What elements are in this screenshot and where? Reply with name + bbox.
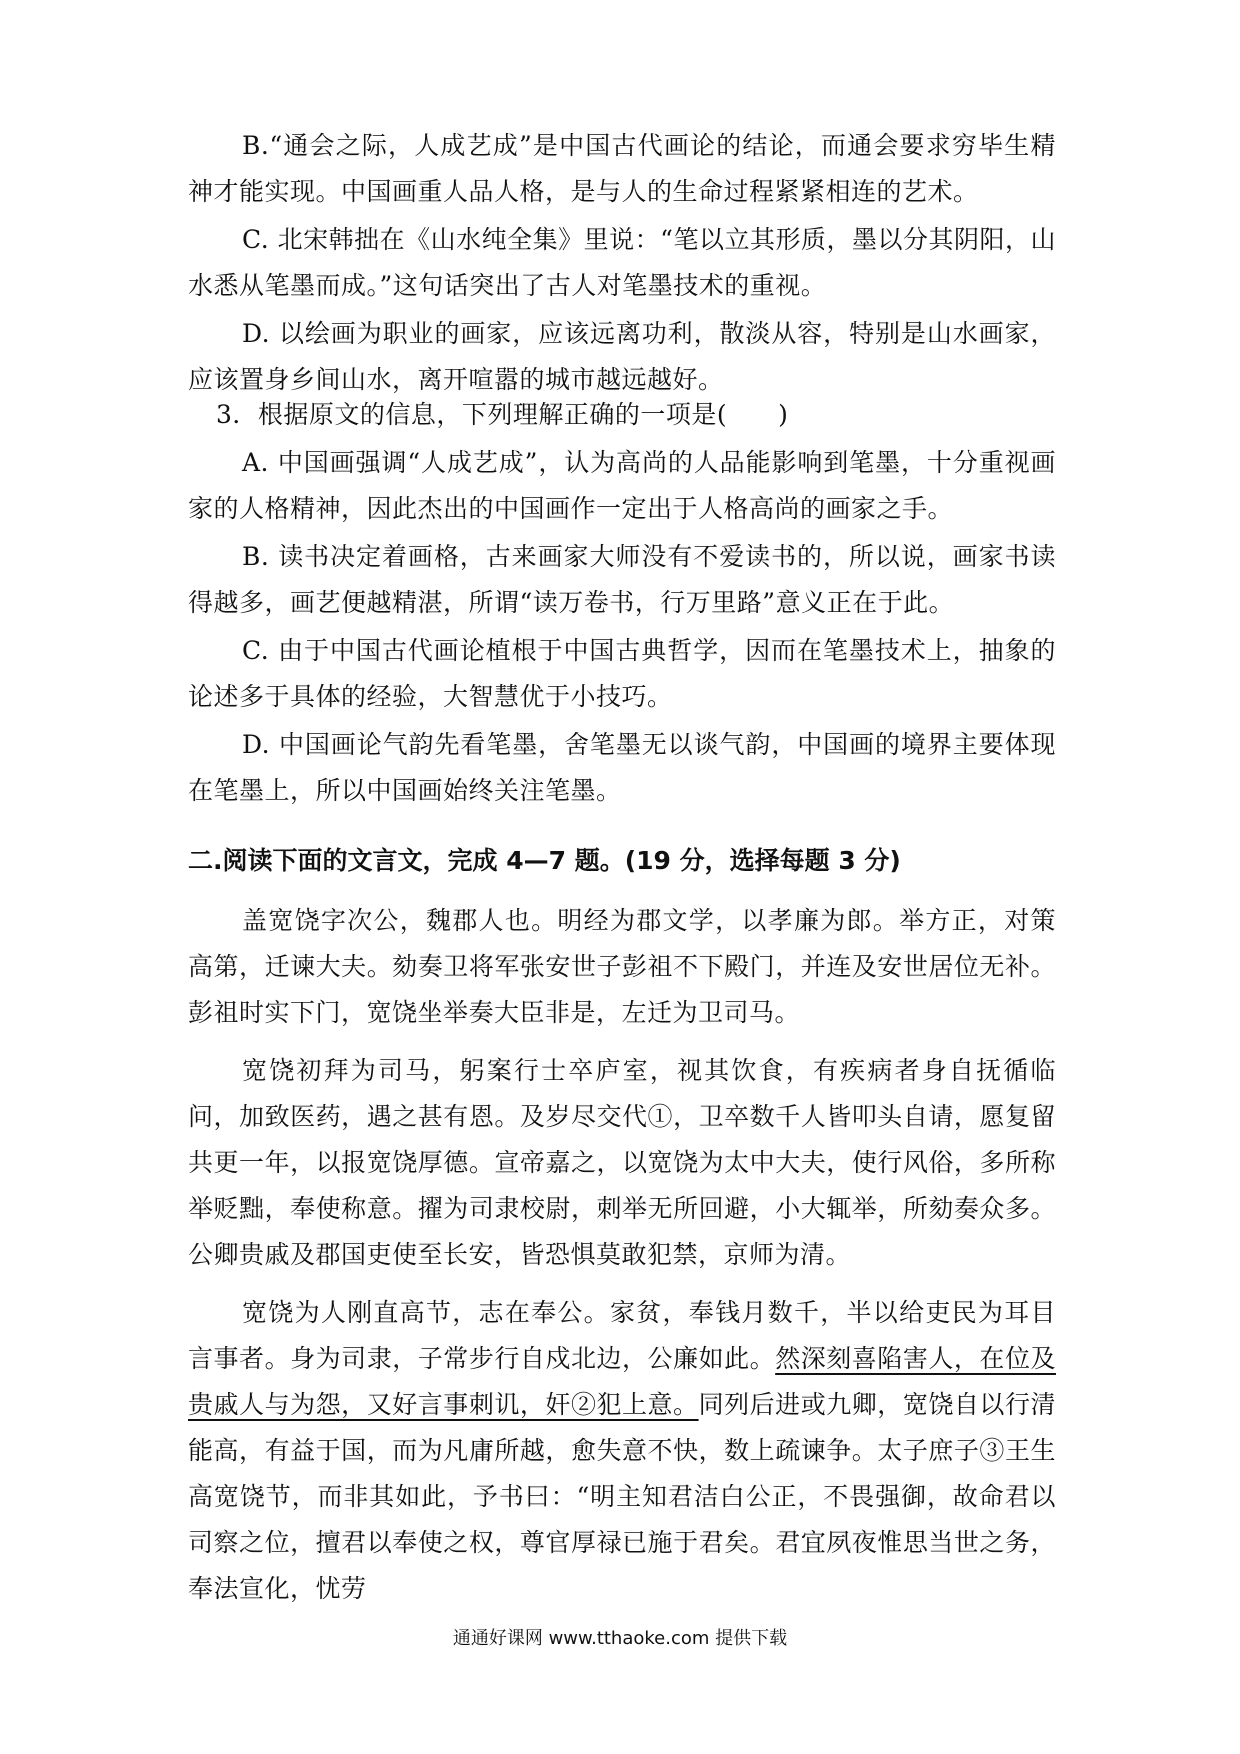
q2-option-c: C. 北宋韩拙在《山水纯全集》里说：“笔以立其形质，墨以分其阴阳，山水悉从笔墨而成。”这句话突出了古人对笔墨技术的重视。 xyxy=(188,225,1056,300)
classical-para-2: 宽饶初拜为司马，躬案行士卒庐室，视其饮食，有疾病者身自抚循临问，加致医药，遇之甚有恩。及岁尽交代①，卫卒数千人皆叩头自请，愿复留共更一年，以报宽饶厚德。宣帝嘉之，以宽饶为太中大夫，使行风俗，多所称举贬黜，奉使称意。擢为司隶校尉，刺举无所回避，小大辄举，所劾奏众多。公卿贵戚及郡国吏使至长安，皆恐惧莫敢犯禁，京师为清。 xyxy=(188,1056,1056,1269)
para3-underlined-sentence: 然深刻喜陷害人，在位及贵戚人与为怨，又好言事刺讥，奸②犯上意。 xyxy=(188,1344,1056,1419)
section-2 xyxy=(188,838,1056,1612)
para3-text-a: 宽饶为人刚直高节，志在奉公。家贫，奉钱月数千，半以给吏民为耳目言事者。身为司隶，子常步行自戍北边，公廉如此。 xyxy=(188,1298,1056,1373)
q2-option-b: B.“通会之际，人成艺成”是中国古代画论的结论，而通会要求穷毕生精神才能实现。中国画重人品人格，是与人的生命过程紧紧相连的艺术。 xyxy=(188,131,1056,206)
q3-option-b: B. 读书决定着画格，古来画家大师没有不爱读书的，所以说，画家书读得越多，画艺便越精湛，所谓“读万卷书，行万里路”意义正在于此。 xyxy=(188,542,1056,617)
q3-option-d: D. 中国画论气韵先看笔墨，舍笔墨无以谈气韵，中国画的境界主要体现在笔墨上，所以中国画始终关注笔墨。 xyxy=(188,730,1056,805)
q3-option-c: C. 由于中国古代画论植根于中国古典哲学，因而在笔墨技术上，抽象的论述多于具体的经验，大智慧优于小技巧。 xyxy=(188,636,1056,711)
q3-stem: 3．根据原文的信息，下列理解正确的一项是( ) xyxy=(216,400,789,429)
section2-heading: 二.阅读下面的文言文，完成 4—7 题。(19 分，选择每题 3 分) xyxy=(188,846,901,875)
page-footer: 通通好课网 www.tthaoke.com 提供下载 xyxy=(452,1628,788,1649)
q2-option-d: D. 以绘画为职业的画家，应该远离功利，散淡从容，特别是山水画家，应该置身乡间山水，离开喧嚣的城市越远越好。 xyxy=(188,319,1056,394)
q3-option-a: A. 中国画强调“人成艺成”，认为高尚的人品能影响到笔墨，十分重视画家的人格精神，因此杰出的中国画作一定出于人格高尚的画家之手。 xyxy=(188,448,1056,523)
section1-options-tail xyxy=(188,123,1056,403)
question-3 xyxy=(188,392,1056,814)
classical-para-1: 盖宽饶字次公，魏郡人也。明经为郡文学，以孝廉为郎。举方正，对策高第，迁谏大夫。劾奏卫将军张安世子彭祖不下殿门，并连及安世居位无补。彭祖时实下门，宽饶坐举奏大臣非是，左迁为卫司马。 xyxy=(188,906,1056,1027)
para3-text-b: 同列后进或九卿，宽饶自以行清能高，有益于国，而为凡庸所越，愈失意不快，数上疏谏争。太子庶子③王生高宽饶节，而非其如此，予书曰：“明主知君洁白公正，不畏强御，故命君以司察之位，擅君以奉使之权，尊官厚禄已施于君矣。君宜夙夜惟思当世之务，奉法宣化，忧劳 xyxy=(188,1390,1056,1603)
classical-para-3 xyxy=(188,1290,1056,1612)
